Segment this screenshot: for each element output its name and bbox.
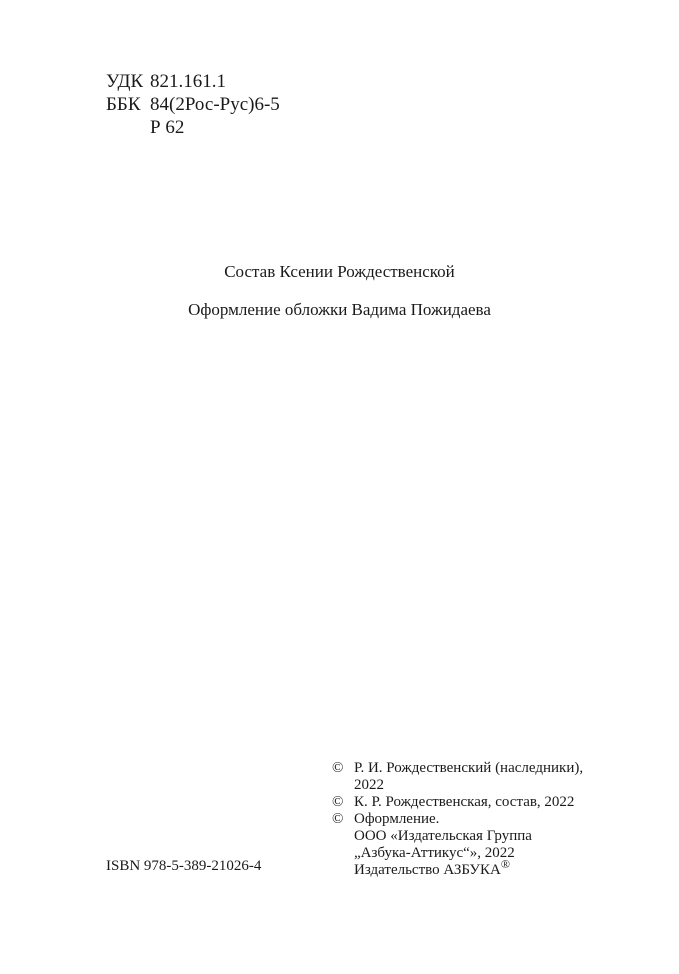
udc-row — [106, 70, 280, 93]
copyright-entry — [332, 760, 632, 794]
copyright-line: 2022 — [354, 777, 384, 793]
author-mark-label — [106, 116, 150, 139]
udc-value: 821.161.1 — [150, 71, 226, 92]
copyright-sign: © — [332, 760, 344, 776]
copyright-entry — [332, 811, 632, 879]
copyright-line-publisher — [354, 857, 632, 879]
classification-block — [106, 70, 280, 139]
copyright-block — [332, 760, 632, 879]
copyright-sign: © — [332, 794, 344, 810]
copyright-sign: © — [332, 811, 344, 827]
author-mark-value: Р 62 — [150, 117, 185, 138]
bbk-value: 84(2Рос-Рус)6-5 — [150, 94, 280, 115]
copyright-line: Р. И. Рождественский (наследники), — [354, 760, 584, 776]
copyright-entry — [332, 794, 632, 811]
cover-design-credit: Оформление обложки Вадима Пожидаева — [188, 300, 491, 319]
isbn: ISBN 978-5-389-21026-4 — [106, 858, 262, 874]
bbk-label: ББК — [106, 94, 141, 115]
author-mark-row — [106, 116, 280, 139]
registered-mark: ® — [500, 857, 511, 871]
publisher-name: Издательство АЗБУКА — [354, 862, 501, 878]
copyright-line: ООО «Издательская Группа — [354, 828, 532, 844]
copyright-line: „Азбука-Аттикус“», 2022 — [354, 845, 515, 861]
bbk-row — [106, 93, 280, 116]
udc-label: УДК — [106, 71, 144, 92]
compiler-credit: Состав Ксении Рождественской — [224, 262, 455, 281]
copyright-line: К. Р. Рождественская, состав, 2022 — [354, 794, 575, 810]
copyright-line: Оформление. — [354, 811, 440, 827]
